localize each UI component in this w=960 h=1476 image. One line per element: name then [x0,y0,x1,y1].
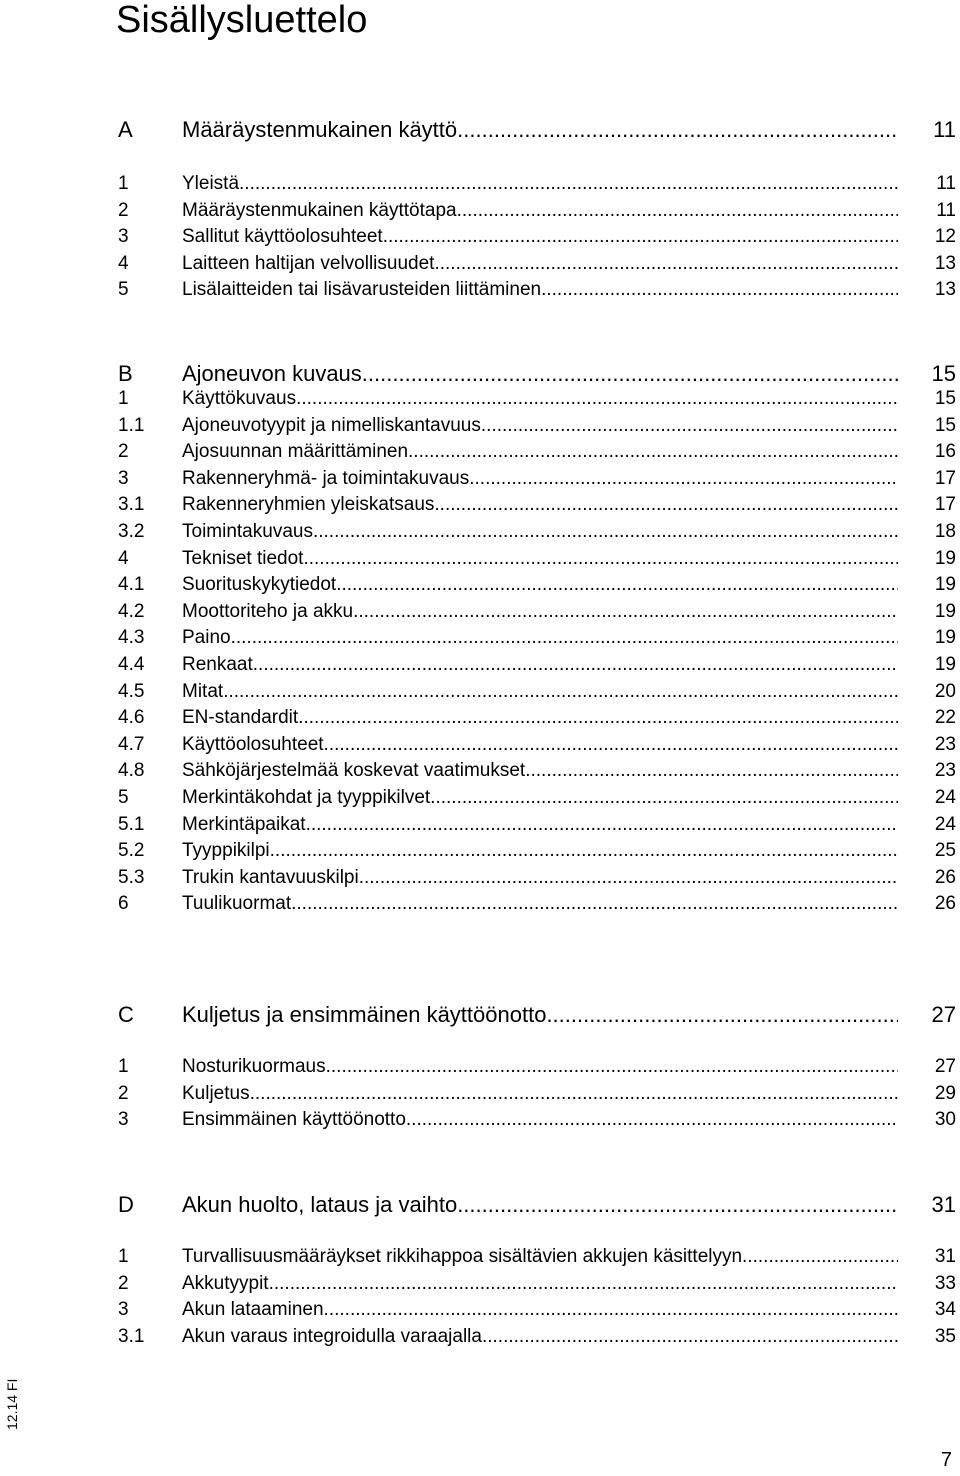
entry-page: 27 [934,1056,956,1077]
entry-title: Rakenneryhmien yleiskatsaus [182,494,435,515]
entry-title-leader [182,1055,898,1079]
entry-number: 4 [118,253,129,274]
entry-title-leader [182,1001,898,1029]
toc-entry[interactable] [118,1243,956,1269]
dot-leader [457,116,898,144]
entry-title: Suorituskykytiedot [182,574,337,595]
entry-page: 15 [934,388,956,409]
dot-leader [362,360,898,388]
entry-title-leader [182,653,898,677]
edition-note [0,1360,20,1430]
entry-title: Mitat [182,681,224,702]
entry-page: 13 [934,253,956,274]
entry-title-leader [182,1325,898,1349]
page-title: Sisällysluettelo [116,0,368,41]
entry-number: 5.3 [118,867,145,888]
entry-number: 3.2 [118,521,145,542]
dot-leader [291,892,898,916]
entry-title: Tuulikuormat [182,893,292,914]
toc-entry[interactable] [118,385,956,411]
entry-number: 4.7 [118,734,145,755]
entry-title-leader [182,414,898,438]
entry-number: 1 [118,173,129,194]
dot-leader [430,786,898,810]
toc-entry[interactable] [118,784,956,810]
entry-title-leader [182,252,898,276]
entry-title: Paino [182,627,231,648]
toc-chapter-b[interactable] [118,358,956,388]
dot-leader [324,1298,898,1322]
entry-page: 12 [934,226,956,247]
entry-title: Turvallisuusmääräykset rikkihappoa sisältävien akkujen käsittelyyn [182,1246,743,1267]
entry-number: 1 [118,388,129,409]
dot-leader [434,493,898,517]
entry-title-leader [182,892,898,916]
entry-title: Ajosuunnan määrittäminen [182,441,409,462]
entry-number: 4.5 [118,681,145,702]
toc-entry[interactable] [118,704,956,730]
entry-number: 5.1 [118,814,145,835]
toc-entry[interactable] [118,1323,956,1349]
dot-leader [546,1001,898,1029]
entry-title: Merkintäpaikat [182,814,306,835]
entry-title-leader [182,360,898,388]
entry-number: B [118,361,133,386]
entry-number: 2 [118,441,129,462]
entry-title-leader [182,116,898,144]
entry-number: 4.1 [118,574,145,595]
toc-entry[interactable] [118,1106,956,1132]
entry-page: 20 [934,681,956,702]
entry-title-leader [182,706,898,730]
toc-entry[interactable] [118,1080,956,1106]
dot-leader [313,520,898,544]
entry-number: 5.2 [118,840,145,861]
toc-entry[interactable] [118,170,956,196]
dot-leader [525,759,898,783]
entry-title-leader [182,278,898,302]
entry-number: 3 [118,1109,129,1130]
entry-page: 29 [934,1083,956,1104]
entry-title: Tekniset tiedot [182,548,304,569]
entry-title-leader [182,680,898,704]
entry-title: Kuljetus [182,1083,250,1104]
entry-title-leader [182,225,898,249]
entry-title-leader [182,600,898,624]
entry-title-leader [182,520,898,544]
entry-page: 15 [931,361,956,386]
toc-entry[interactable] [118,571,956,597]
entry-title: Nosturikuormaus [182,1056,326,1077]
dot-leader [324,733,898,757]
dot-leader [383,225,898,249]
entry-page: 17 [934,468,956,489]
entry-title-leader [182,813,898,837]
entry-title: EN-standardit [182,707,299,728]
entry-page: 26 [934,893,956,914]
toc-entry[interactable] [118,757,956,783]
entry-number: C [118,1002,134,1027]
dot-leader [298,706,898,730]
toc-entry[interactable] [118,276,956,302]
entry-title-leader [182,1298,898,1322]
toc-entry[interactable] [118,678,956,704]
page-number: 7 [940,1449,952,1471]
toc-entry[interactable] [118,1296,956,1322]
entry-page: 30 [934,1109,956,1130]
entry-title-leader [182,1272,898,1296]
toc-entry[interactable] [118,465,956,491]
entry-title-leader [182,786,898,810]
entry-page: 18 [934,521,956,542]
entry-number: 5 [118,787,129,808]
entry-page: 19 [934,601,956,622]
entry-title: Akkutyypit [182,1273,269,1294]
entry-title-leader [182,573,898,597]
dot-leader [250,1082,898,1106]
entry-title-leader [182,387,898,411]
entry-page: 26 [934,867,956,888]
toc-entry[interactable] [118,412,956,438]
toc-chapter-a[interactable] [118,114,956,144]
dot-leader [482,1325,898,1349]
entry-title-leader [182,839,898,863]
entry-number: 4.6 [118,707,145,728]
entry-page: 11 [933,117,956,142]
toc-entry[interactable] [118,837,956,863]
entry-page: 19 [934,548,956,569]
entry-number: 4 [118,548,129,569]
entry-title: Akun varaus integroidulla varaajalla [182,1326,482,1347]
dot-leader [457,1191,898,1219]
dot-leader [239,172,898,196]
toc-entry[interactable] [118,250,956,276]
entry-page: 33 [934,1273,956,1294]
dot-leader [223,680,898,704]
entry-title: Kuljetus ja ensimmäinen käyttöönotto [182,1002,547,1027]
toc-entry[interactable] [118,1053,956,1079]
entry-title: Lisälaitteiden tai lisävarusteiden liittäminen [182,279,542,300]
entry-title: Toimintakuvaus [182,521,313,542]
toc-entry[interactable] [118,651,956,677]
entry-page: 24 [934,787,956,808]
entry-title: Ajoneuvotyypit ja nimelliskantavuus [182,415,481,436]
entry-number: 1.1 [118,415,145,436]
entry-number: 3.1 [118,1326,145,1347]
entry-title-leader [182,626,898,650]
toc-entry[interactable] [118,545,956,571]
entry-page: 11 [936,173,956,194]
entry-title-leader [182,1191,898,1219]
entry-page: 11 [936,200,956,221]
toc-entry[interactable] [118,1270,956,1296]
entry-title: Akun lataaminen [182,1299,324,1320]
dot-leader [270,839,898,863]
entry-title: Yleistä [182,173,240,194]
toc-entry[interactable] [118,197,956,223]
toc-entry[interactable] [118,223,956,249]
entry-number: 3.1 [118,494,145,515]
entry-number: 1 [118,1246,129,1267]
dot-leader [469,467,898,491]
entry-title-leader [182,172,898,196]
dot-leader [406,1108,898,1132]
dot-leader [253,653,898,677]
edition-note-text: 12.14 FI [4,1378,20,1430]
entry-page: 31 [934,1246,956,1267]
dot-leader [408,440,898,464]
entry-page: 27 [931,1002,956,1027]
toc-entry[interactable] [118,598,956,624]
entry-title: Sähköjärjestelmää koskevat vaatimukset [182,760,526,781]
entry-number: 1 [118,1056,129,1077]
entry-title-leader [182,440,898,464]
entry-title: Renkaat [182,654,253,675]
dot-leader [359,866,898,890]
entry-page: 22 [934,707,956,728]
entry-title: Moottoriteho ja akku [182,601,354,622]
toc-chapter-c[interactable] [118,999,956,1029]
toc-entry[interactable] [118,624,956,650]
entry-number: 2 [118,1273,129,1294]
entry-title-leader [182,1082,898,1106]
entry-title-leader [182,866,898,890]
entry-number: 5 [118,279,129,300]
dot-leader [231,626,898,650]
entry-title-leader [182,1108,898,1132]
entry-title-leader [182,733,898,757]
dot-leader [457,199,898,223]
entry-page: 31 [931,1192,956,1217]
entry-number: 4.8 [118,760,145,781]
toc-entry[interactable] [118,811,956,837]
toc-chapter-d[interactable] [118,1189,956,1219]
entry-page: 24 [934,814,956,835]
entry-title-leader [182,199,898,223]
entry-page: 25 [934,840,956,861]
toc-entry[interactable] [118,491,956,517]
entry-page: 15 [934,415,956,436]
entry-page: 34 [934,1299,956,1320]
dot-leader [326,1055,898,1079]
entry-title: Ajoneuvon kuvaus [182,361,362,386]
entry-title: Rakenneryhmä- ja toimintakuvaus [182,468,470,489]
entry-title-leader [182,1245,898,1269]
dot-leader [742,1245,898,1269]
entry-number: 4.3 [118,627,145,648]
dot-leader [353,600,898,624]
dot-leader [336,573,898,597]
entry-number: 6 [118,893,129,914]
entry-number: A [118,117,133,142]
entry-page: 35 [934,1326,956,1347]
entry-page: 23 [934,734,956,755]
toc-entry[interactable] [118,518,956,544]
entry-title: Määräystenmukainen käyttö [182,117,458,142]
entry-title-leader [182,547,898,571]
dot-leader [434,252,898,276]
entry-number: 3 [118,226,129,247]
entry-title: Käyttökuvaus [182,388,297,409]
dot-leader [269,1272,898,1296]
entry-title: Tyyppikilpi [182,840,270,861]
toc-entry[interactable] [118,864,956,890]
toc-entry[interactable] [118,890,956,916]
entry-page: 17 [934,494,956,515]
dot-leader [481,414,898,438]
dot-leader [306,813,898,837]
entry-number: D [118,1192,134,1217]
entry-title: Sallitut käyttöolosuhteet [182,226,383,247]
dot-leader [296,387,898,411]
entry-title: Määräystenmukainen käyttötapa [182,200,457,221]
entry-number: 2 [118,200,129,221]
entry-page: 19 [934,654,956,675]
entry-title: Käyttöolosuhteet [182,734,324,755]
entry-title-leader [182,493,898,517]
entry-page: 19 [934,574,956,595]
entry-number: 4.4 [118,654,145,675]
entry-title: Merkintäkohdat ja tyyppikilvet [182,787,431,808]
entry-page: 13 [934,279,956,300]
dot-leader [541,278,898,302]
entry-title: Akun huolto, lataus ja vaihto [182,1192,458,1217]
entry-page: 23 [934,760,956,781]
entry-number: 3 [118,468,129,489]
toc-entry[interactable] [118,731,956,757]
entry-title: Trukin kantavuuskilpi [182,867,359,888]
entry-title: Laitteen haltijan velvollisuudet [182,253,435,274]
entry-title: Ensimmäinen käyttöönotto [182,1109,406,1130]
entry-number: 3 [118,1299,129,1320]
entry-number: 2 [118,1083,129,1104]
entry-page: 16 [934,441,956,462]
entry-number: 4.2 [118,601,145,622]
entry-title-leader [182,759,898,783]
entry-title-leader [182,467,898,491]
entry-page: 19 [934,627,956,648]
dot-leader [303,547,898,571]
toc-entry[interactable] [118,438,956,464]
